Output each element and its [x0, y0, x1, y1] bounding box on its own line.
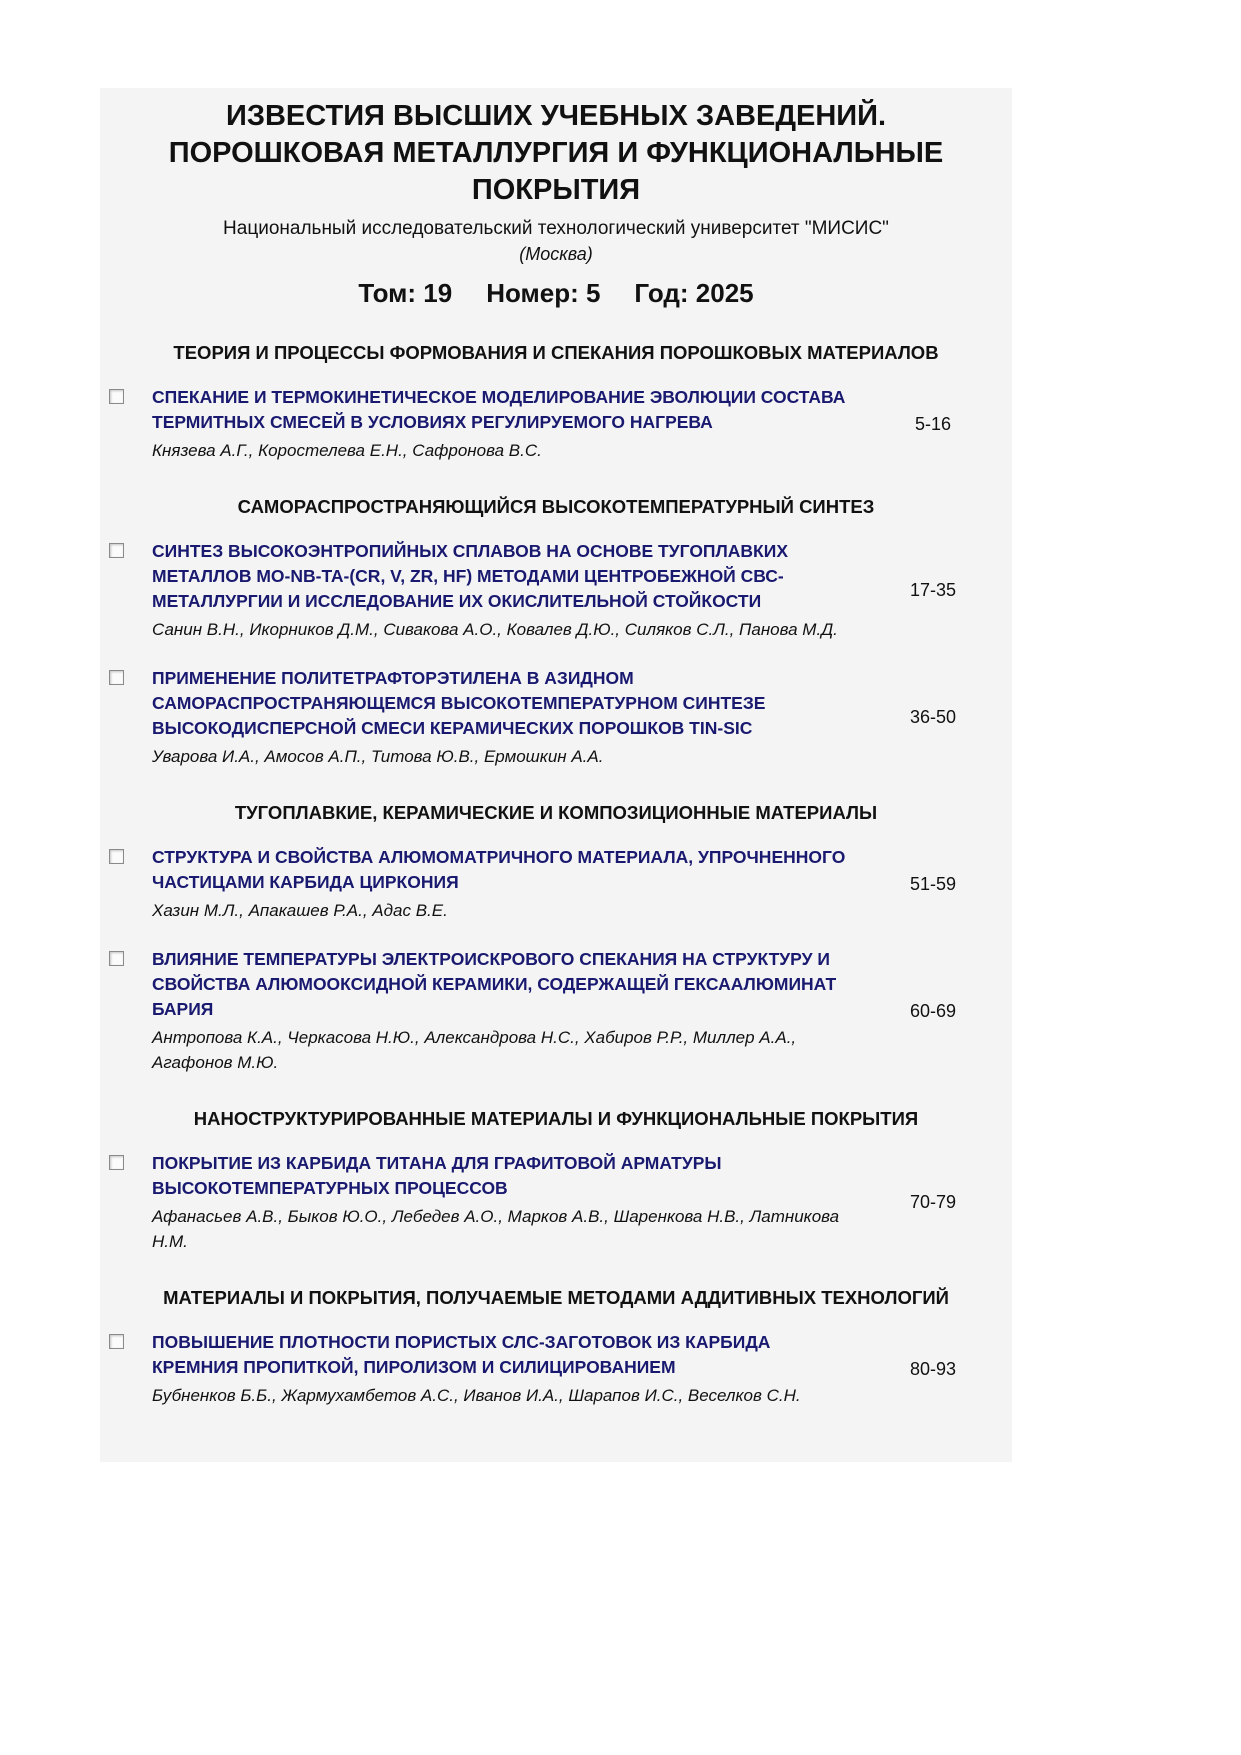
- journal-title-line-1: ИЗВЕСТИЯ ВЫСШИХ УЧЕБНЫХ ЗАВЕДЕНИЙ.: [225, 100, 887, 132]
- article-authors: Хазин М.Л., Апакашев Р.А., Адас В.Е.: [152, 901, 448, 920]
- article-checkbox[interactable]: [109, 849, 124, 864]
- article-authors: Бубненков Б.Б., Жармухамбетов А.С., Иванов И.А., Шарапов И.С., Веселков С.Н.: [152, 1386, 801, 1405]
- article-pages: 51-59: [909, 873, 957, 894]
- section-heading-additive: МАТЕРИАЛЫ И ПОКРЫТИЯ, ПОЛУЧАЕМЫЕ МЕТОДАМИ АДДИТИВНЫХ ТЕХНОЛОГИЙ: [163, 1287, 949, 1308]
- article-title[interactable]: ВЛИЯНИЕ ТЕМПЕРАТУРЫ ЭЛЕКТРОИСКРОВОГО СПЕКАНИЯ НА СТРУКТУРУ И СВОЙСТВА АЛЮМООКСИДНОЙ КЕРАМИКИ, СОДЕРЖАЩЕЙ ГЕКСААЛЮМИНАТ БАРИЯ: [152, 949, 837, 1019]
- issue-number: Номер: 5: [486, 278, 601, 308]
- article-title[interactable]: СИНТЕЗ ВЫСОКОЭНТРОПИЙНЫХ СПЛАВОВ НА ОСНОВЕ ТУГОПЛАВКИХ МЕТАЛЛОВ MO-NB-TA-(CR, V, ZR, HF) МЕТОДАМИ ЦЕНТРОБЕЖНОЙ СВС-МЕТАЛЛУРГИИ И ИССЛЕДОВАНИЕ ИХ ОКИСЛИТЕЛЬНОЙ СТОЙКОСТИ: [152, 541, 788, 611]
- article-body: [152, 385, 858, 463]
- article-row: [100, 539, 1012, 642]
- article-body: [152, 539, 858, 642]
- article-authors: Антропова К.А., Черкасова Н.Ю., Александрова Н.С., Хабиров Р.Р., Миллер А.А., Агафонов М.Ю.: [152, 1028, 797, 1072]
- article-checkbox[interactable]: [109, 670, 124, 685]
- article-pages: 70-79: [909, 1192, 957, 1212]
- article-pages: 17-35: [909, 580, 957, 600]
- article-row: [100, 1151, 1012, 1254]
- journal-title-line-3: ПОКРЫТИЯ: [471, 174, 641, 206]
- article-pages: 60-69: [909, 1000, 957, 1021]
- article-authors: Афанасьев А.В., Быков Ю.О., Лебедев А.О., Марков А.В., Шаренкова Н.В., Латникова Н.М.: [152, 1207, 840, 1251]
- article-title[interactable]: СПЕКАНИЕ И ТЕРМОКИНЕТИЧЕСКОЕ МОДЕЛИРОВАНИЕ ЭВОЛЮЦИИ СОСТАВА ТЕРМИТНЫХ СМЕСЕЙ В УСЛОВИЯХ РЕГУЛИРУЕМОГО НАГРЕВА: [152, 387, 846, 432]
- checkbox-column: [100, 1151, 152, 1175]
- checkbox-column: [100, 666, 152, 690]
- article-row: [100, 666, 1012, 769]
- journal-header: [100, 98, 1012, 309]
- article-body: [152, 845, 858, 923]
- article-authors: Уварова И.А., Амосов А.П., Титова Ю.В., Ермошкин А.А.: [152, 747, 604, 766]
- article-pages: 80-93: [909, 1358, 957, 1379]
- article-body: [152, 1330, 858, 1408]
- article-checkbox[interactable]: [109, 543, 124, 558]
- section-heading-nanostructured: НАНОСТРУКТУРИРОВАННЫЕ МАТЕРИАЛЫ И ФУНКЦИОНАЛЬНЫЕ ПОКРЫТИЯ: [193, 1108, 919, 1129]
- article-title[interactable]: ПОВЫШЕНИЕ ПЛОТНОСТИ ПОРИСТЫХ СЛС-ЗАГОТОВОК ИЗ КАРБИДА КРЕМНИЯ ПРОПИТКОЙ, ПИРОЛИЗОМ И СИЛИЦИРОВАНИЕМ: [152, 1332, 771, 1377]
- article-row: [100, 1330, 1012, 1408]
- section-heading-refractory: ТУГОПЛАВКИЕ, КЕРАМИЧЕСКИЕ И КОМПОЗИЦИОННЫЕ МАТЕРИАЛЫ: [234, 802, 878, 823]
- checkbox-column: [100, 845, 152, 869]
- article-authors: Князева А.Г., Коростелева Е.Н., Сафронова В.С.: [152, 441, 542, 460]
- issue-year: Год: 2025: [634, 278, 754, 308]
- article-pages: 5-16: [914, 413, 952, 434]
- checkbox-column: [100, 947, 152, 971]
- article-title[interactable]: ПОКРЫТИЕ ИЗ КАРБИДА ТИТАНА ДЛЯ ГРАФИТОВОЙ АРМАТУРЫ ВЫСОКОТЕМПЕРАТУРНЫХ ПРОЦЕССОВ: [152, 1153, 722, 1198]
- article-title[interactable]: ПРИМЕНЕНИЕ ПОЛИТЕТРАФТОРЭТИЛЕНА В АЗИДНОМ САМОРАСПРОСТРАНЯЮЩЕМСЯ ВЫСОКОТЕМПЕРАТУРНОМ СИНТЕЗЕ ВЫСОКОДИСПЕРСНОЙ СМЕСИ КЕРАМИЧЕСКИХ ПОРОШКОВ TIN-SIC: [152, 668, 766, 738]
- organization-city: (Москва): [519, 244, 593, 264]
- organization-name: Национальный исследовательский технологический университет "МИСИС": [223, 218, 889, 239]
- article-body: [152, 1151, 858, 1254]
- article-authors: Санин В.Н., Икорников Д.М., Сивакова А.О., Ковалев Д.Ю., Силяков С.Л., Панова М.Д.: [152, 620, 838, 639]
- journal-toc-page: [100, 88, 1012, 1462]
- article-checkbox[interactable]: [109, 951, 124, 966]
- article-checkbox[interactable]: [109, 1334, 124, 1349]
- checkbox-column: [100, 1330, 152, 1354]
- journal-title: [100, 98, 1012, 209]
- article-body: [152, 947, 858, 1075]
- article-pages: 36-50: [909, 707, 957, 727]
- journal-title-line-2: ПОРОШКОВАЯ МЕТАЛЛУРГИЯ И ФУНКЦИОНАЛЬНЫЕ: [168, 137, 944, 169]
- checkbox-column: [100, 385, 152, 409]
- checkbox-column: [100, 539, 152, 563]
- article-title[interactable]: СТРУКТУРА И СВОЙСТВА АЛЮМОМАТРИЧНОГО МАТЕРИАЛА, УПРОЧНЕННОГО ЧАСТИЦАМИ КАРБИДА ЦИРКОНИЯ: [152, 847, 846, 892]
- section-heading-theory: ТЕОРИЯ И ПРОЦЕССЫ ФОРМОВАНИЯ И СПЕКАНИЯ ПОРОШКОВЫХ МАТЕРИАЛОВ: [173, 342, 939, 363]
- article-row: [100, 947, 1012, 1075]
- article-checkbox[interactable]: [109, 389, 124, 404]
- article-body: [152, 666, 858, 769]
- issue-info: [100, 278, 1012, 309]
- article-row: [100, 845, 1012, 923]
- section-heading-shs: САМОРАСПРОСТРАНЯЮЩИЙСЯ ВЫСОКОТЕМПЕРАТУРНЫЙ СИНТЕЗ: [237, 496, 875, 517]
- article-row: [100, 385, 1012, 463]
- issue-volume: Том: 19: [358, 278, 453, 308]
- article-checkbox[interactable]: [109, 1155, 124, 1170]
